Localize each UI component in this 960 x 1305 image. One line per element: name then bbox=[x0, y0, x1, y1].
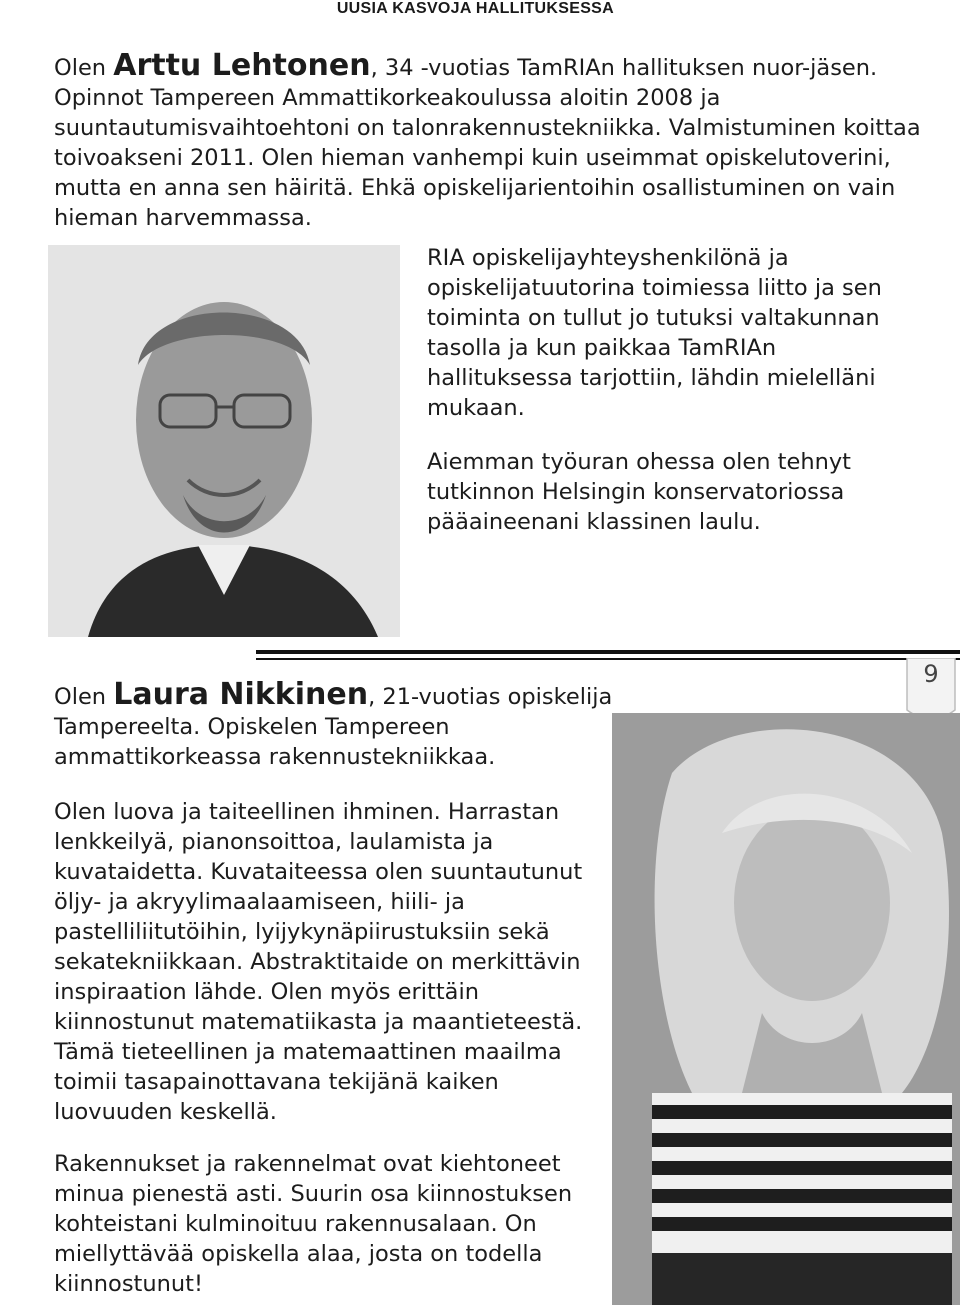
arttu-intro: Olen bbox=[54, 55, 107, 81]
laura-intro-rest: , 21-vuotias opiskelija Tampereelta. Opiskelen Tampereen ammattikorkeassa rakennustekniikkaa. bbox=[54, 684, 613, 770]
striped-top bbox=[652, 1093, 952, 1305]
laura-name: Laura Nikkinen bbox=[113, 677, 369, 712]
arttu-paragraph-3: Aiemman työuran ohessa olen tehnyt tutkinnon Helsingin konservatoriossa pääaineenani klassinen laulu. bbox=[427, 449, 851, 535]
arttu-paragraph-1 bbox=[54, 48, 924, 233]
laura-portrait-photo bbox=[612, 713, 960, 1305]
section-header: UUSIA KASVOJA HALLITUKSESSA bbox=[336, 0, 614, 17]
laura-portrait-image bbox=[612, 713, 960, 1305]
arttu-paragraph-2: RIA opiskelijayhteyshenkilönä ja opiskelijatuutorina toimiessa liitto ja sen toiminta on tullut jo tutuksi valtakunnan tasolla ja kun paikkaa TamRIAn hallituksessa tarjottiin, lähdin mielelläni mukaan. bbox=[427, 245, 882, 421]
section-divider-thin bbox=[256, 658, 960, 660]
section-divider-thick bbox=[256, 650, 960, 654]
arttu-intro-rest: , 34 -vuotias TamRIAn hallituksen nuor-jäsen. Opinnot Tampereen Ammattikorkeakoulussa aloitin 2008 ja suuntautumisvaihtoehtoni on talonrakennustekniikka. Valmistuminen koittaa toivoakseni 2011. Olen hieman vanhempi kuin useimmat opiskelutoverini, mutta en anna sen häiritä. Ehkä opiskelijarientoihin osallistuminen on vain hieman harvemmassa. bbox=[54, 55, 921, 231]
laura-intro: Olen bbox=[54, 684, 107, 710]
laura-paragraph-3: Rakennukset ja rakennelmat ovat kiehtoneet minua pienestä asti. Suurin osa kiinnostuksen kohteistani kulminoituu rakennusalaan. On miellyttävää opiskella alaa, josta on todella kiinnostunut! bbox=[54, 1151, 573, 1297]
arttu-name: Arttu Lehtonen bbox=[113, 48, 371, 83]
page-number: 9 bbox=[923, 660, 939, 688]
laura-paragraph-1 bbox=[54, 677, 614, 772]
laura-paragraph-2: Olen luova ja taiteellinen ihminen. Harrastan lenkkeilyä, pianonsoittoa, laulamista ja kuvataidetta. Kuvataiteessa olen suuntautunut öljy- ja akryylimaalaamiseen, hiili- ja pastelliliitutöihin, lyijykynäpiirustuksiin sekä sekatekniikkaan. Abstraktitaide on merkittävin inspiraation lähde. Olen myös erittäin kiinnostunut matematiikasta ja maantieteestä. Tämä tieteellinen ja matemaattinen maailma toimii tasapainottavana tekijänä kaiken luovuuden keskellä. bbox=[54, 799, 583, 1125]
arttu-portrait-photo bbox=[48, 245, 400, 637]
arttu-portrait-image bbox=[48, 245, 400, 637]
